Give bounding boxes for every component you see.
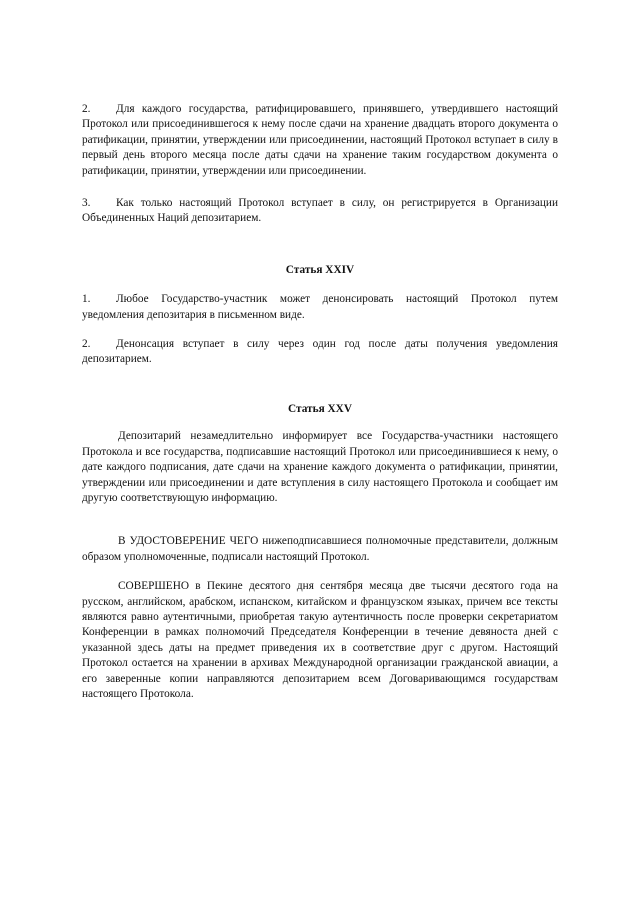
witness-clause: В УДОСТОВЕРЕНИЕ ЧЕГО нижеподписавшиеся полномочные представители, должным образом уполномоченные, подписали настоящий Протокол. bbox=[82, 535, 558, 563]
document-page bbox=[82, 102, 558, 702]
article-23-paragraph-2 bbox=[82, 102, 558, 179]
paragraph-text: Денонсация вступает в силу через один год после даты получения уведомления депозитарием. bbox=[82, 338, 558, 366]
article-25-text: Депозитарий незамедлительно информирует все Государства-участники настоящего Протокола и все государства, подписавшие настоящий Протокол или присоединившиеся к нему, о дате каждого подписания, дате сдачи на хранение каждого документа о ратификации, принятии, утверждении или присоединении и дате вступления в силу настоящего Протокола и сообщает им другую соответствующую информацию. bbox=[82, 430, 558, 504]
article-23-paragraph-3 bbox=[82, 196, 558, 227]
article-25-heading: Статья XXV bbox=[288, 402, 352, 415]
done-clause: СОВЕРШЕНО в Пекине десятого дня сентября месяца две тысячи десятого года на русском, английском, арабском, испанском, китайском и французском языках, причем все тексты являются равно аутентичными, приобретая такую аутентичность после проверки секретариатом Конференции в рамках полномочий Председателя Конференции в течение девяноста дней с указанной здесь даты на предмет приведения их в соответствие друг с другом. Настоящий Протокол остается на хранении в архивах Международной организации гражданской авиации, а его заверенные копии направляются депозитарием всем Договаривающимся государствам настоящего Протокола. bbox=[82, 580, 558, 700]
article-24-paragraph-1 bbox=[82, 292, 558, 323]
article-24-heading: Статья XXIV bbox=[285, 263, 355, 276]
paragraph-number: 1. bbox=[82, 293, 91, 306]
paragraph-text: Любое Государство-участник может денонсировать настоящий Протокол путем уведомления депозитария в письменном виде. bbox=[82, 293, 558, 321]
paragraph-text: Для каждого государства, ратифицировавшего, принявшего, утвердившего настоящий Протокол или присоединившегося к нему после сдачи на хранение двадцать второго документа о ратификации, принятии, утверждении или присоединении, настоящий Протокол вступает в силу в первый день второго месяца после даты сдачи на хранение таким государством документа о ратификации, принятии, утверждении или присоединении. bbox=[82, 103, 558, 177]
paragraph-text: Как только настоящий Протокол вступает в силу, он регистрируется в Организации Объединенных Наций депозитарием. bbox=[82, 197, 558, 225]
paragraph-number: 2. bbox=[82, 103, 91, 115]
article-24-paragraph-2 bbox=[82, 337, 558, 368]
paragraph-number: 3. bbox=[82, 197, 91, 210]
paragraph-number: 2. bbox=[82, 338, 91, 351]
